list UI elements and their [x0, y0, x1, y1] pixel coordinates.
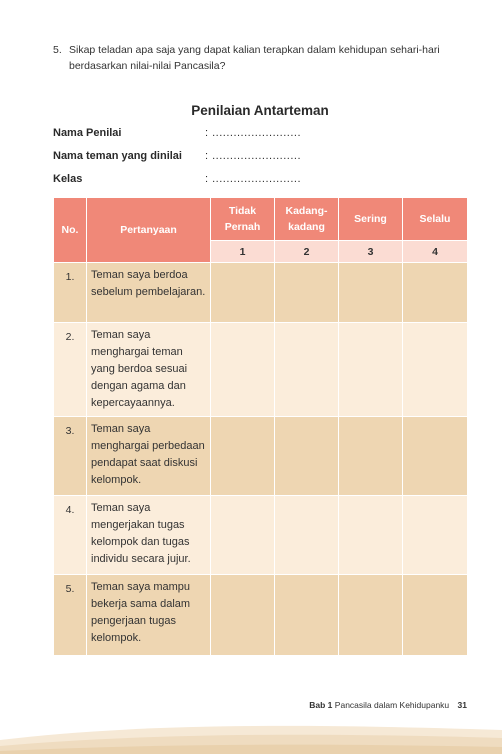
answer-cell[interactable]	[211, 263, 275, 323]
decorative-wave	[0, 718, 502, 754]
footer-chapter: Bab 1	[309, 700, 333, 710]
table-row	[54, 496, 468, 575]
answer-cell[interactable]	[339, 263, 403, 323]
field-label: Nama teman yang dinilai	[53, 150, 182, 162]
row-number: 4.	[54, 496, 87, 575]
question-text: Sikap teladan apa saja yang dapat kalian terapkan dalam kehidupan sehari-hari berdasarkan nilai-nilai Pancasila?	[69, 44, 440, 72]
field-blank: : .........................	[205, 127, 302, 139]
answer-cell[interactable]	[275, 263, 339, 323]
answer-cell[interactable]	[211, 323, 275, 417]
row-question: Teman saya mengerjakan tugas kelompok dan tugas individu secara jujur.	[87, 496, 211, 575]
answer-cell[interactable]	[339, 496, 403, 575]
row-number: 5.	[54, 575, 87, 656]
table-row	[54, 417, 468, 496]
row-question: Teman saya berdoa sebelum pembelajaran.	[87, 263, 211, 323]
table-row	[54, 575, 468, 656]
row-question: Teman saya menghargai perbedaan pendapat saat diskusi kelompok.	[87, 417, 211, 496]
page-footer	[309, 700, 467, 710]
answer-cell[interactable]	[403, 323, 468, 417]
answer-cell[interactable]	[339, 323, 403, 417]
table-row	[54, 263, 468, 323]
footer-chapter-title: Pancasila dalam Kehidupanku	[334, 700, 450, 710]
answer-cell[interactable]	[403, 417, 468, 496]
answer-cell[interactable]	[275, 323, 339, 417]
assessment-table	[53, 197, 468, 656]
scale-number-1: 1	[211, 241, 275, 263]
scale-number-3: 3	[339, 241, 403, 263]
field-kelas	[53, 173, 302, 185]
answer-cell[interactable]	[403, 496, 468, 575]
answer-cell[interactable]	[211, 417, 275, 496]
row-question: Teman saya menghargai teman yang berdoa sesuai dengan agama dan kepercayaannya.	[87, 323, 211, 417]
answer-cell[interactable]	[211, 496, 275, 575]
scale-number-4: 4	[403, 241, 468, 263]
question-5	[53, 42, 473, 74]
row-number: 1.	[54, 263, 87, 323]
header-tidak-pernah: Tidak Pernah	[211, 198, 275, 241]
page-title: Penilaian Antarteman	[191, 103, 329, 118]
field-label: Nama Penilai	[53, 127, 122, 139]
row-question: Teman saya mampu bekerja sama dalam pengerjaan tugas kelompok.	[87, 575, 211, 656]
row-number: 3.	[54, 417, 87, 496]
header-sering: Sering	[339, 198, 403, 241]
field-blank: : .........................	[205, 150, 302, 162]
header-selalu: Selalu	[403, 198, 468, 241]
table-row	[54, 323, 468, 417]
field-nama-teman	[53, 150, 302, 162]
answer-cell[interactable]	[339, 417, 403, 496]
field-label: Kelas	[53, 173, 83, 185]
answer-cell[interactable]	[339, 575, 403, 656]
page-number: 31	[457, 700, 467, 710]
answer-cell[interactable]	[403, 263, 468, 323]
field-blank: : .........................	[205, 173, 302, 185]
header-question: Pertanyaan	[87, 198, 211, 263]
answer-cell[interactable]	[403, 575, 468, 656]
answer-cell[interactable]	[275, 417, 339, 496]
answer-cell[interactable]	[275, 496, 339, 575]
header-kadang-kadang: Kadang-kadang	[275, 198, 339, 241]
answer-cell[interactable]	[275, 575, 339, 656]
scale-number-2: 2	[275, 241, 339, 263]
row-number: 2.	[54, 323, 87, 417]
field-nama-penilai	[53, 127, 302, 139]
answer-cell[interactable]	[211, 575, 275, 656]
header-no: No.	[54, 198, 87, 263]
question-number: 5.	[53, 44, 62, 56]
